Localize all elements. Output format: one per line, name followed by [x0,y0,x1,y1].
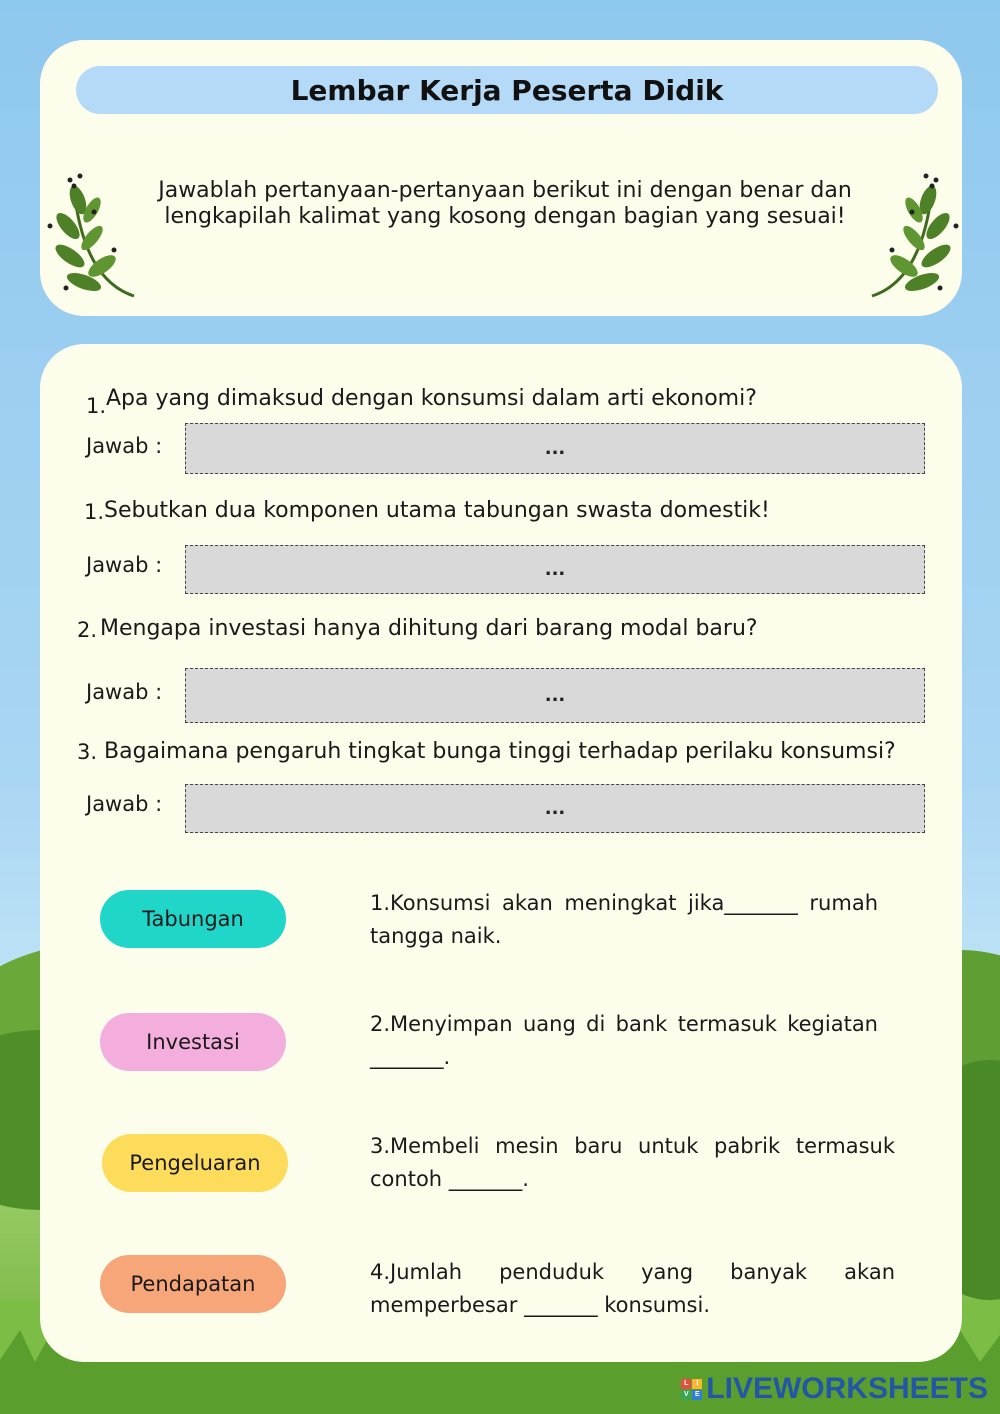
question-number: 1. [84,500,105,524]
option-investasi[interactable]: Investasi [100,1013,286,1071]
answer-input[interactable]: ... [185,784,925,833]
brand-text: LIVEWORKSHEETS [706,1372,988,1405]
option-tabungan[interactable]: Tabungan [100,890,286,948]
liveworksheets-brand [681,1372,988,1406]
question-text: Sebutkan dua komponen utama tabungan swasta domestik! [104,498,770,523]
page-title: Lembar Kerja Peserta Didik [76,66,938,114]
answer-input[interactable]: ... [185,668,925,723]
answer-input[interactable]: ... [185,423,925,474]
question-number: 1. [86,394,107,418]
question-number: 2. [77,618,98,642]
logo-letter: V [681,1390,691,1400]
answer-label: Jawab : [86,792,163,816]
fill-in-statement: 4.Jumlah penduduk yang banyak akan memperbesar _______ konsumsi. [370,1260,895,1317]
answer-label: Jawab : [86,434,163,458]
laurel-left-icon [44,170,140,302]
question-text: Apa yang dimaksud dengan konsumsi dalam arti ekonomi? [106,386,757,411]
instructions: Jawablah pertanyaan-pertanyaan berikut ini dengan benar dan lengkapilah kalimat yang kosong dengan bagian yang sesuai! [158,178,852,229]
question-number: 3. [77,740,98,764]
option-pendapatan[interactable]: Pendapatan [100,1255,286,1313]
logo-letter: E [692,1390,702,1400]
logo-letter: L [681,1379,691,1389]
worksheet-card [40,344,962,1362]
answer-label: Jawab : [86,553,163,577]
answer-label: Jawab : [86,680,163,704]
logo-letter: I [692,1379,702,1389]
question-text: Bagaimana pengaruh tingkat bunga tinggi terhadap perilaku konsumsi? [104,739,896,764]
option-pengeluaran[interactable]: Pengeluaran [102,1134,288,1192]
fill-in-statement: 2.Menyimpan uang di bank termasuk kegiatan _______. [370,1012,878,1069]
fill-in-statement: 3.Membeli mesin baru untuk pabrik termasuk contoh _______. [370,1134,895,1191]
question-text: Mengapa investasi hanya dihitung dari barang modal baru? [100,616,758,641]
liveworksheets-logo-icon [681,1379,702,1400]
fill-in-statement: 1.Konsumsi akan meningkat jika_______ rumah tangga naik. [370,891,878,948]
answer-input[interactable]: ... [185,545,925,594]
